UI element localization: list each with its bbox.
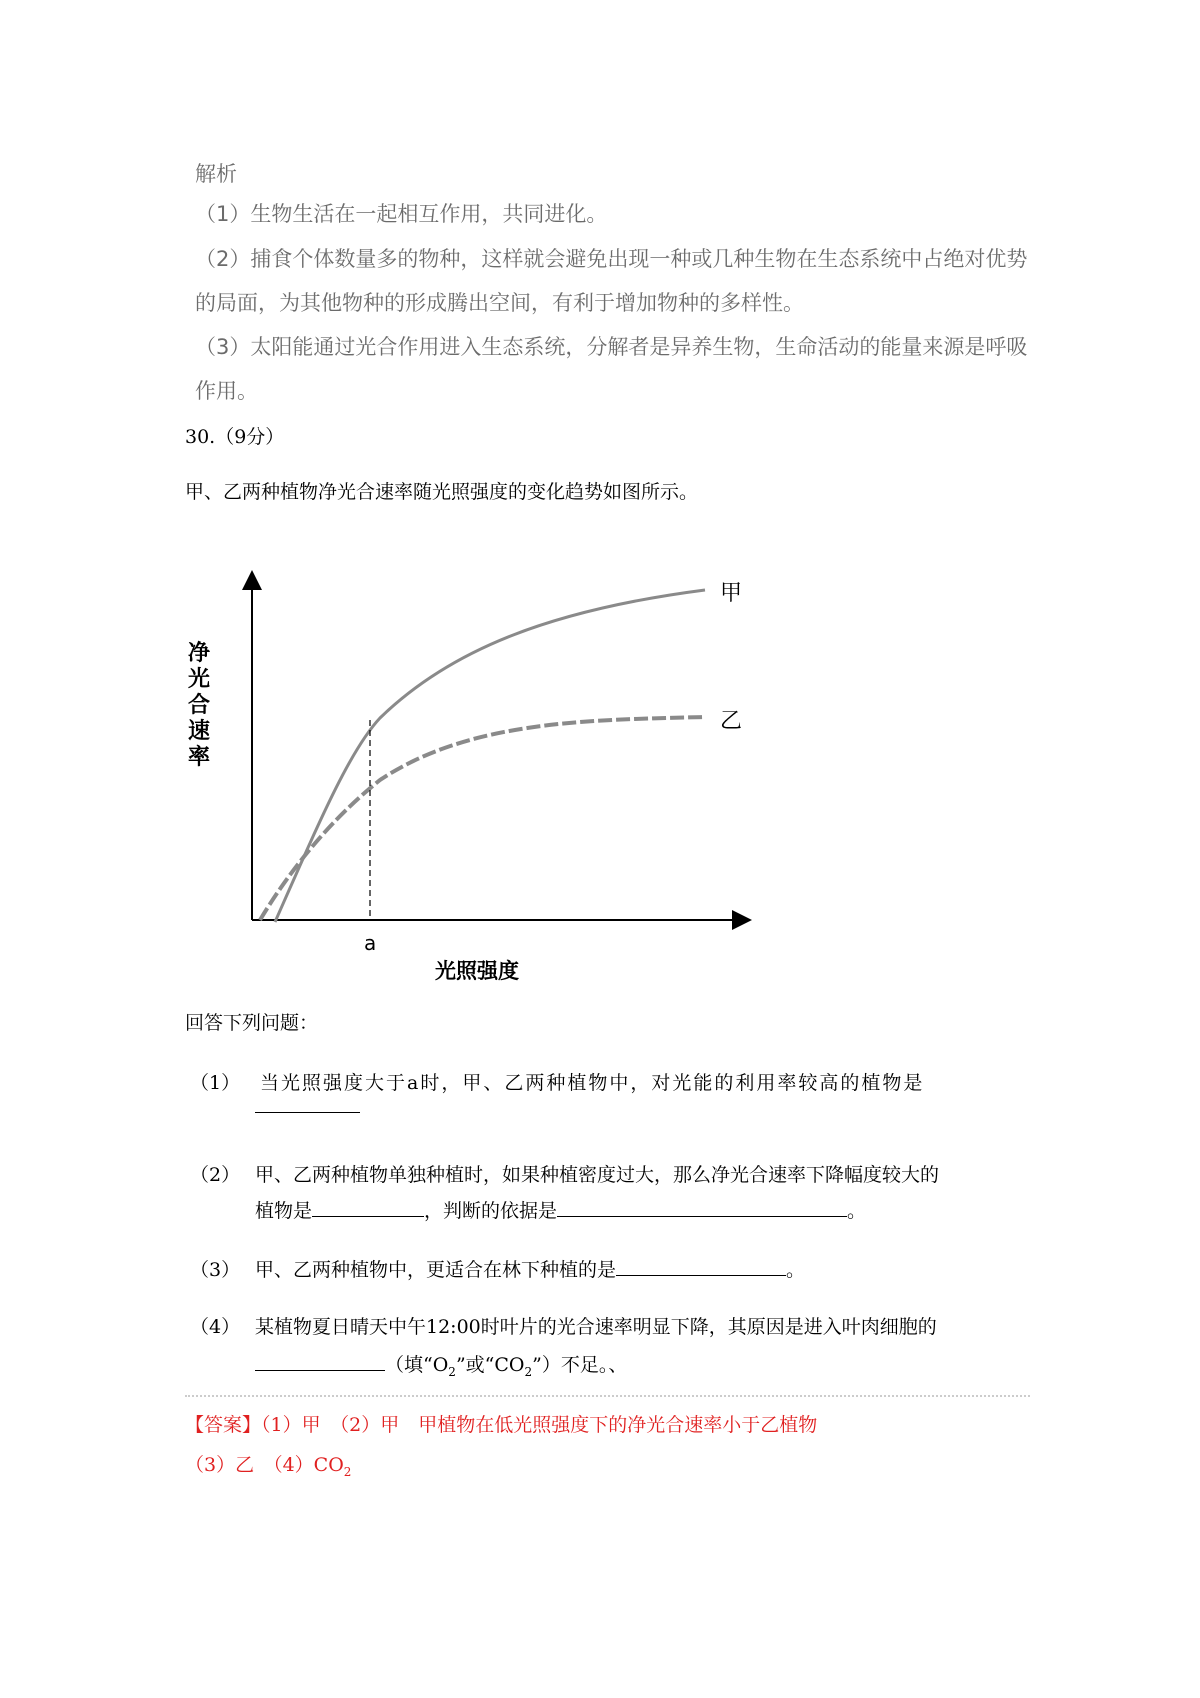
answer-line-2 [185, 1450, 351, 1479]
item-4-sub-2: 2 [524, 1364, 533, 1379]
analysis-line-4: （3）太阳能通过光合作用进入生态系统，分解者是异养生物，生命活动的能量来源是呼吸 [195, 335, 1028, 359]
answer-sub: 2 [343, 1464, 352, 1479]
x-axis-label: 光照强度 [435, 959, 519, 983]
analysis-line-2: （2）捕食个体数量多的物种，这样就会避免出现一种或几种生物在生态系统中占绝对优势 [195, 247, 1028, 271]
item-1-text: 当光照强度大于a时，甲、乙两种植物中，对光能的利用率较高的植物是 [260, 1072, 925, 1094]
item-3-line [255, 1255, 805, 1282]
item-4-sub-1: 2 [448, 1364, 456, 1379]
analysis-line-5: 作用。 [195, 379, 258, 403]
answer-text-2: （3）乙 （4）CO [185, 1454, 344, 1476]
y-axis-label-char: 光 [188, 667, 211, 692]
item-3-number: （3） [190, 1259, 241, 1281]
y-axis-label-char: 速 [188, 719, 211, 744]
item-2-number: （2） [190, 1164, 241, 1186]
question-number: 30.（9分） [185, 426, 285, 448]
y-axis-label-char: 净 [188, 641, 211, 666]
series-yi-label: 乙 [720, 709, 743, 734]
x-marker-label: a [364, 931, 377, 955]
item-3-text: 甲、乙两种植物中，更适合在林下种植的是 [255, 1259, 617, 1281]
analysis-line-1: （1）生物生活在一起相互作用，共同进化。 [195, 202, 608, 226]
item-4-text-a: （填“O [385, 1354, 449, 1376]
answer-label: 【答案】 [185, 1414, 262, 1436]
item-2-blank-2[interactable] [557, 1198, 847, 1217]
analysis-title: 解析 [195, 162, 237, 186]
analysis-line-3: 的局面，为其他物种的形成腾出空间，有利于增加物种的多样性。 [195, 291, 804, 315]
item-4-text-b: ”或“CO [455, 1354, 525, 1376]
item-3-end: 。 [786, 1259, 806, 1281]
y-axis-label [188, 640, 210, 770]
series-yi-line [260, 717, 705, 920]
figure-chart [188, 570, 760, 990]
answer-line-1 [185, 1410, 817, 1437]
item-4-blank[interactable] [255, 1352, 385, 1371]
item-2-blank-1[interactable] [312, 1198, 424, 1217]
question-intro: 甲、乙两种植物净光合速率随光照强度的变化趋势如图所示。 [185, 481, 699, 503]
item-4-line-1: 某植物夏日晴天中午12:00时叶片的光合速率明显下降，其原因是进入叶肉细胞的 [255, 1316, 937, 1338]
y-axis-label-char: 合 [188, 693, 211, 718]
item-4-text-c: ”）不足。、 [532, 1354, 628, 1376]
item-1-blank[interactable] [255, 1112, 360, 1113]
item-3-blank[interactable] [616, 1257, 786, 1276]
item-2-line-2 [255, 1196, 866, 1223]
series-jia-line [275, 590, 705, 922]
answer-text-1: （1）甲 （2）甲 甲植物在低光照强度下的净光合速率小于乙植物 [261, 1414, 818, 1436]
question-prompt: 回答下列问题： [185, 1012, 319, 1034]
separator [185, 1395, 1030, 1397]
item-1-number: （1） [190, 1072, 241, 1094]
item-2-text-b: ，判断的依据是 [424, 1200, 558, 1222]
item-4-line-2 [255, 1350, 627, 1379]
item-4-number: （4） [190, 1316, 241, 1338]
y-axis-label-char: 率 [188, 745, 211, 770]
item-2-line-1: 甲、乙两种植物单独种植时，如果种植密度过大，那么净光合速率下降幅度较大的 [255, 1164, 940, 1186]
series-jia-label: 甲 [720, 581, 743, 606]
item-2-text-c: 。 [847, 1200, 867, 1222]
item-2-text-a: 植物是 [255, 1200, 313, 1222]
